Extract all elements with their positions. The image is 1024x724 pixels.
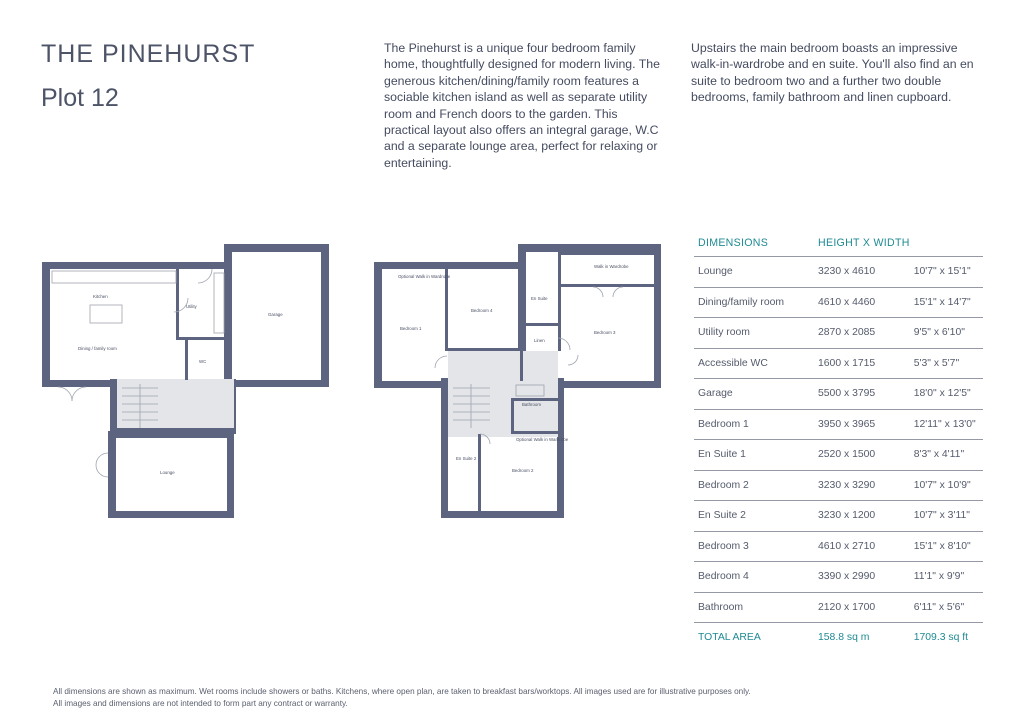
total-area-row: [694, 623, 983, 653]
header-imperial: [910, 229, 983, 257]
room-name: Lounge: [694, 257, 814, 288]
label-bedroom-4: Bedroom 4: [471, 308, 493, 313]
imperial-size: 10'7" x 10'9": [910, 470, 983, 501]
metric-size: 4610 x 2710: [814, 531, 910, 562]
dimension-row: [694, 348, 983, 379]
dimension-row: [694, 531, 983, 562]
disclaimer-line-1: All dimensions are shown as maximum. Wet rooms include showers or baths. Kitchens, where open plan, are taken to breakfast bars/worktops. All images used are for illustrative purposes only.: [53, 687, 751, 696]
label-wc: WC: [199, 359, 207, 364]
room-name: Garage: [694, 379, 814, 410]
room-name: Bedroom 1: [694, 409, 814, 440]
total-area-sqm: 158.8 sq m: [818, 632, 870, 644]
label-bedroom-1: Bedroom 1: [400, 326, 422, 331]
room-name: Utility room: [694, 318, 814, 349]
footer-disclaimer: [53, 686, 953, 710]
metric-size: 3230 x 4610: [814, 257, 910, 288]
dimension-row: [694, 409, 983, 440]
label-garage: Garage: [268, 312, 283, 317]
imperial-size: 9'5" x 6'10": [910, 318, 983, 349]
label-dining: Dining / family room: [78, 346, 117, 351]
metric-size: 3230 x 3290: [814, 470, 910, 501]
imperial-size: 10'7" x 15'1": [910, 257, 983, 288]
dimension-row: [694, 562, 983, 593]
label-optional-wardrobe-2: Optional Walk in Wardrobe: [516, 437, 569, 442]
room-name: En Suite 2: [694, 501, 814, 532]
dimensions-table: [694, 229, 983, 653]
metric-size: 3950 x 3965: [814, 409, 910, 440]
dimension-row: [694, 470, 983, 501]
imperial-size: 6'11" x 5'6": [910, 592, 983, 623]
imperial-size: 10'7" x 3'11": [910, 501, 983, 532]
metric-size: 2870 x 2085: [814, 318, 910, 349]
floor-plans: [38, 238, 674, 524]
label-lounge: Lounge: [160, 470, 175, 475]
disclaimer-line-2: All images and dimensions are not intended to form part any contract or warranty.: [53, 699, 348, 708]
label-en-suite-2: En Suite 2: [456, 456, 477, 461]
imperial-size: 18'0" x 12'5": [910, 379, 983, 410]
room-name: Dining/family room: [694, 287, 814, 318]
dimension-row: [694, 287, 983, 318]
imperial-size: 12'11" x 13'0": [910, 409, 983, 440]
page-title: THE PINEHURST: [41, 40, 256, 68]
metric-size: 3390 x 2990: [814, 562, 910, 593]
room-name: Bedroom 2: [694, 470, 814, 501]
description-paragraph-2: Upstairs the main bedroom boasts an impressive walk-in-wardrobe and en suite. You'll also find an en suite to bedroom two and a further two double bedrooms, family bathroom and linen cupboard.: [691, 41, 974, 105]
imperial-size: 15'1" x 8'10": [910, 531, 983, 562]
room-name: Bedroom 3: [694, 531, 814, 562]
imperial-size: 5'3" x 5'7": [910, 348, 983, 379]
total-area-label: TOTAL AREA: [698, 632, 761, 644]
label-optional-wardrobe-1: Optional Walk in Wardrobe: [398, 274, 451, 279]
dimension-row: [694, 501, 983, 532]
header-dimensions: DIMENSIONS: [694, 229, 814, 257]
dimension-row: [694, 440, 983, 471]
label-utility: Utility: [186, 304, 197, 309]
total-area-sqft: 1709.3 sq ft: [913, 632, 969, 644]
metric-size: 1600 x 1715: [814, 348, 910, 379]
dimension-row: [694, 318, 983, 349]
label-en-suite-1: En Suite: [531, 296, 548, 301]
room-name: Bathroom: [694, 592, 814, 623]
metric-size: 3230 x 1200: [814, 501, 910, 532]
metric-size: 5500 x 3795: [814, 379, 910, 410]
label-walk-in-wardrobe: Walk in Wardrobe: [594, 264, 629, 269]
dimension-row: [694, 379, 983, 410]
first-floor-plan: [374, 244, 661, 518]
imperial-size: 8'3" x 4'11": [910, 440, 983, 471]
plot-number: Plot 12: [41, 84, 119, 112]
metric-size: 2520 x 1500: [814, 440, 910, 471]
room-name: En Suite 1: [694, 440, 814, 471]
metric-size: 4610 x 4460: [814, 287, 910, 318]
label-kitchen: Kitchen: [93, 294, 108, 299]
imperial-size: 15'1" x 14'7": [910, 287, 983, 318]
dimension-row: [694, 257, 983, 288]
dimension-row: [694, 592, 983, 623]
metric-size: 2120 x 1700: [814, 592, 910, 623]
label-bedroom-3: Bedroom 3: [594, 330, 616, 335]
label-linen: Linen: [534, 338, 545, 343]
label-bathroom: Bathroom: [522, 402, 542, 407]
ground-floor-plan: [42, 244, 329, 518]
room-name: Bedroom 4: [694, 562, 814, 593]
header-height-width: HEIGHT X WIDTH: [814, 229, 910, 257]
room-name: Accessible WC: [694, 348, 814, 379]
imperial-size: 11'1" x 9'9": [910, 562, 983, 593]
dimensions-header-row: [694, 229, 983, 257]
description-paragraph-1: The Pinehurst is a unique four bedroom family home, thoughtfully designed for modern living. The generous kitchen/dining/family room features a sociable kitchen island as well as separate utility room and French doors to the garden. This practical layout also offers an integral garage, W.C and a separate lounge area, perfect for relaxing or entertaining.: [384, 41, 660, 170]
label-bedroom-2: Bedroom 2: [512, 468, 534, 473]
